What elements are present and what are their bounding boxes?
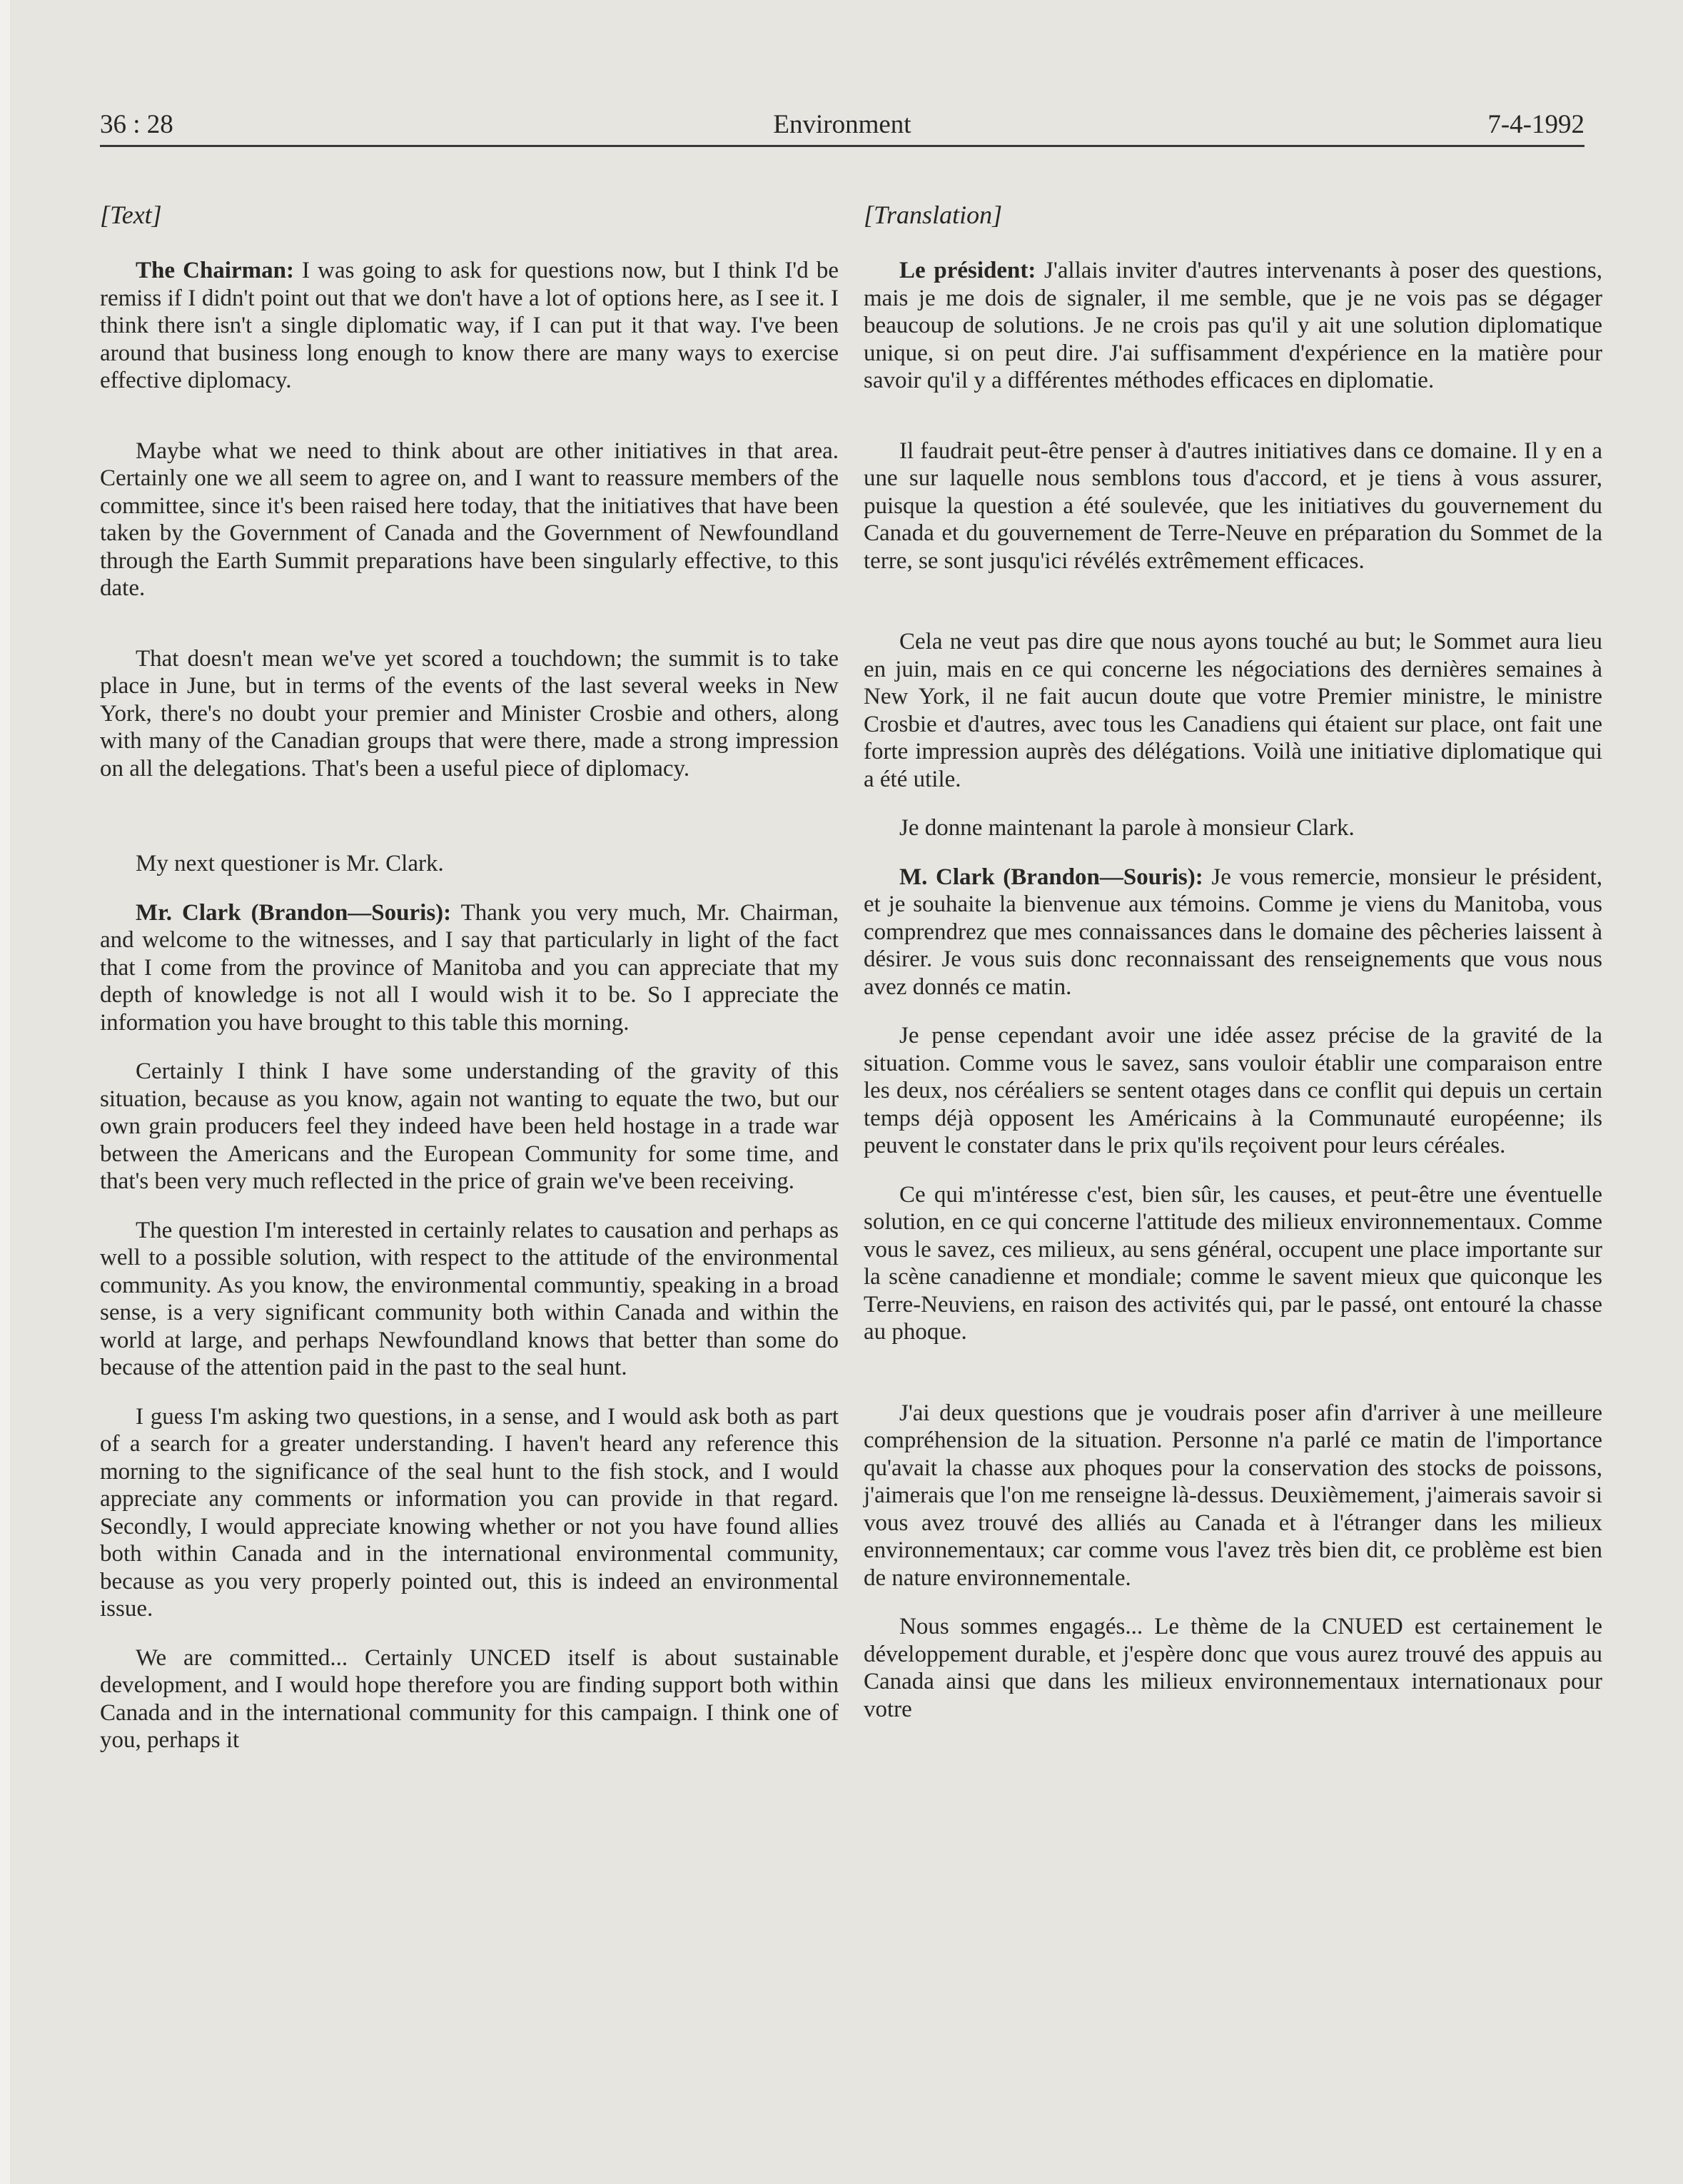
paragraph-text: Certainly I think I have some understanding of the gravity of this situation, because as you know, again not wanting to equate the two, but our own grain producers feel they indeed have been held hostage in a trade war between the Americans and the European Community for some time, and that's been very much reflected in the price of grain we've been receiving.	[100, 1058, 839, 1194]
paragraph	[864, 1613, 1602, 1723]
header-date: 7-4-1992	[1487, 110, 1585, 139]
header-page-number: 36 : 28	[100, 110, 173, 139]
paragraph	[864, 864, 1602, 1001]
header-rule	[100, 145, 1585, 147]
paragraph	[100, 645, 839, 783]
paragraph-text: Cela ne veut pas dire que nous ayons touché au but; le Sommet aura lieu en juin, mais en ce qui concerne les négociations des dernières semaines à New York, il ne fait aucun doute que votre Premier ministre, le ministre Crosbie et d'autres, avec tous les Canadiens qui étaient sur place, ont fait une forte impression auprès des délégations. Voilà une initiative diplomatique qui a été utile.	[864, 629, 1602, 792]
paragraph-text: J'ai deux questions que je voudrais poser afin d'arriver à une meilleure compréhension de la situation. Personne n'a parlé ce matin de l'importance qu'avait la chasse aux phoques pour la conservation des stocks de poissons, j'aimerais que l'on me renseigne là-dessus. Deuxièmement, j'aimerais savoir si vous avez trouvé des alliés au Canada et à l'étranger dans les milieux environnementaux; car comme vous l'avez très bien dit, ce problème est bien de nature environnementale.	[864, 1400, 1602, 1591]
paragraph	[864, 1400, 1602, 1592]
paragraph	[864, 628, 1602, 793]
paragraph-text: I was going to ask for questions now, but I think I'd be remiss if I didn't point out that we don't have a lot of options here, as I see it. I think there isn't a single diplomatic way, if I can put it that way. I've been around that business long enough to know there are many ways to exercise effective diplomacy.	[100, 258, 839, 393]
paragraph	[100, 257, 839, 395]
column-label: [Translation]	[864, 201, 1003, 229]
paragraph-text: The question I'm interested in certainly relates to causation and perhaps as well to a possible solution, with respect to the attitude of the environmental community. As you know, the environmental communtiy, speaking in a broad sense, is a very significant community both within Canada and within the world at large, and perhaps Newfoundland knows that better than some do because of the attention paid in the past to the seal hunt.	[100, 1217, 839, 1380]
paragraph-text: I guess I'm asking two questions, in a sense, and I would ask both as part of a search for a greater understanding. I haven't heard any reference this morning to the significance of the seal hunt to the fish stock, and I would appreciate any comments or information you can provide in that regard. Secondly, I would appreciate knowing whether or not you have found allies both within Canada and in the international environmental community, because as you very properly pointed out, this is indeed an environmental issue.	[100, 1403, 839, 1622]
paragraph-text: Il faudrait peut-être penser à d'autres initiatives dans ce domaine. Il y en a une sur laquelle nous semblons tous d'accord, et je tiens à vous assurer, puisque la question a été soulevée, que les initiatives du gouvernement du Canada et du gouvernement de Terre-Neuve en préparation du Sommet de la terre, se sont jusqu'ici révélés extrêmement efficaces.	[864, 438, 1602, 574]
paragraph-text: Ce qui m'intéresse c'est, bien sûr, les causes, et peut-être une éventuelle solution, en ce qui concerne l'attitude des milieux environnementaux. Comme vous le savez, ces milieux, au sens général, occupent une place importante sur la scène canadienne et mondiale; comme le savent mieux que quiconque les Terre-Neuviens, en raison des activités qui, par le passé, ont entouré la chasse au phoque.	[864, 1181, 1602, 1345]
paragraph	[864, 257, 1602, 395]
header-title: Environment	[773, 110, 911, 139]
speaker-name: Le président:	[899, 258, 1036, 283]
paragraph-text: Je pense cependant avoir une idée assez précise de la gravité de la situation. Comme vous le savez, sans vouloir établir une comparaison entre les deux, nos céréaliers se sentent otages dans ce conflit qui depuis un certain temps déjà opposent les Américains à la Communauté européenne; ils peuvent le constater dans le prix qu'ils reçoivent pour leurs céréales.	[864, 1023, 1602, 1158]
paragraph	[100, 850, 839, 878]
paragraph	[100, 438, 839, 602]
paragraph	[100, 899, 839, 1037]
paragraph-text: J'allais inviter d'autres intervenants à poser des questions, mais je me dois de signaler, il me semble, que je ne vois pas se dégager beaucoup de solutions. Je ne crois pas qu'il y ait une solution diplomatique unique, si on peut dire. J'ai suffisamment d'expérience en la matière pour savoir qu'il y a différentes méthodes efficaces en diplomatie.	[864, 258, 1602, 393]
paragraph-text: Je vous remercie, monsieur le président, et je souhaite la bienvenue aux témoins. Comme je viens du Manitoba, vous comprendrez que mes connaissances dans le domaine des pêcheries laissent à désirer. Je vous suis donc reconnaissant des renseignements que vous nous avez donnés ce matin.	[864, 864, 1602, 1000]
paragraph-text: Maybe what we need to think about are other initiatives in that area. Certainly one we all seem to agree on, and I want to reassure members of the committee, since it's been raised here today, that the initiatives that have been taken by the Government of Canada and the Government of Newfoundland through the Earth Summit preparations have been singularly effective, to this date.	[100, 438, 839, 601]
french-column	[864, 193, 1602, 1744]
running-header	[100, 107, 1585, 147]
paragraph	[100, 1058, 839, 1195]
paragraph	[100, 1644, 839, 1754]
paragraph-text: Nous sommes engagés... Le thème de la CNUED est certainement le développement durable, et j'espère donc que vous aurez trouvé des appuis au Canada ainsi que dans les milieux environnementaux internationaux pour votre	[864, 1614, 1602, 1722]
paragraph	[864, 814, 1602, 842]
paragraph-text: My next questioner is Mr. Clark.	[136, 851, 444, 876]
paragraph	[100, 1403, 839, 1623]
page-edge	[0, 0, 10, 2184]
speaker-name: M. Clark (Brandon—Souris):	[899, 864, 1203, 890]
paragraph	[864, 1022, 1602, 1160]
paragraph-text: Je donne maintenant la parole à monsieur Clark.	[899, 815, 1355, 841]
paragraph-text: That doesn't mean we've yet scored a touchdown; the summit is to take place in June, but in terms of the events of the last several weeks in New York, there's no doubt your premier and Minister Crosbie and others, along with many of the Canadian groups that were there, made a strong impression on all the delegations. That's been a useful piece of diplomacy.	[100, 645, 839, 782]
paragraph	[100, 1217, 839, 1382]
speaker-name: The Chairman:	[136, 258, 294, 283]
column-label: [Text]	[100, 201, 162, 229]
speaker-name: Mr. Clark (Brandon—Souris):	[136, 899, 452, 926]
paragraph-text: We are committed... Certainly UNCED itself is about sustainable development, and I would hope therefore you are finding support both within Canada and in the international community for this campaign. I think one of you, perhaps it	[100, 1644, 839, 1753]
paragraph	[864, 438, 1602, 575]
english-column	[100, 193, 839, 1776]
paragraph-text: Thank you very much, Mr. Chairman, and welcome to the witnesses, and I say that particularly in light of the fact that I come from the province of Manitoba and you can appreciate that my depth of knowledge is not all I would wish it to be. So I appreciate the information you have brought to this table this morning.	[100, 899, 839, 1036]
paragraph	[864, 1181, 1602, 1346]
